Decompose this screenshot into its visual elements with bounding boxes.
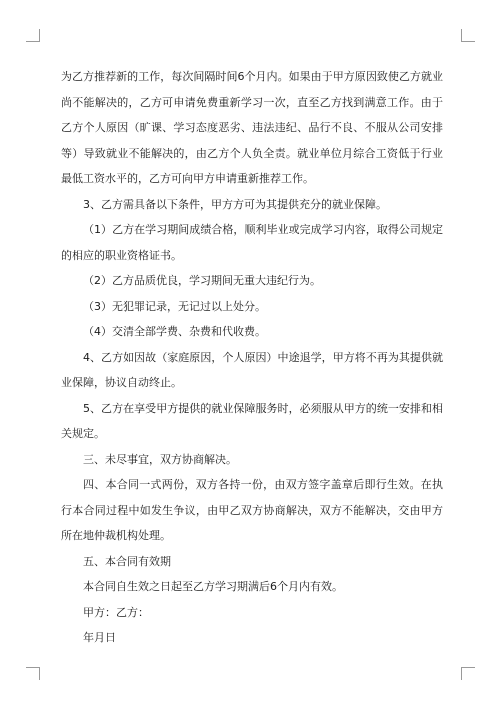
paragraph-validity: 本合同自生效之日起至乙方学习期满后6个月内有效。	[83, 580, 343, 593]
paragraph-condition-2: （2）乙方品质优良，学习期间无重大违纪行为。	[83, 274, 321, 287]
paragraph-section-4: 四、本合同一式两份，双方各持一份，由双方签字盖章后即行生效。在执行本合同过程中如发生争议，由甲乙双方协商解决，双方不能解决，交由甲方所在地仲裁机构处理。	[61, 478, 443, 542]
paragraph-section-3: 三、未尽事宜，双方协商解决。	[83, 452, 237, 466]
paragraph-condition-4: （4）交清全部学费、杂费和代收费。	[83, 325, 266, 338]
crop-mark-bottom-right	[461, 667, 475, 680]
crop-mark-top-right	[461, 29, 475, 42]
signature-parties: 甲方：乙方：	[83, 605, 149, 619]
paragraph-clause-3: 3、乙方需具备以下条件，甲方方可为其提供充分的就业保障。	[83, 197, 387, 211]
crop-mark-top-left	[26, 29, 40, 42]
paragraph-clause-5: 5、乙方在享受甲方提供的就业保障服务时，必须服从甲方的统一安排和相关规定。	[61, 401, 443, 440]
paragraph-condition-3: （3）无犯罪记录，无记过以上处分。	[83, 299, 266, 313]
crop-mark-bottom-left	[26, 667, 40, 680]
paragraph-employment-recommendation: 为乙方推荐新的工作，每次间隔时间6个月内。如果由于甲方原因致使乙方就业尚不能解决的，乙方可申请免费重新学习一次，直至乙方找到满意工作。由于乙方个人原因（旷课、学习态度恶劣、违法违纪、品行不良、不服从公司安排等）导致就业不能解决的，由乙方个人负全责。就业单位月综合工资低于行业最低工资水平的，乙方可向甲方申请重新推荐工作。	[61, 70, 443, 185]
paragraph-section-5-heading: 五、本合同有效期	[83, 554, 171, 568]
paragraph-condition-1: （1）乙方在学习期间成绩合格，顺利毕业或完成学习内容，取得公司规定的相应的职业资格证书。	[61, 223, 443, 262]
signature-date: 年月日	[83, 631, 116, 644]
document-body	[61, 64, 443, 651]
paragraph-clause-4: 4、乙方如因故（家庭原因，个人原因）中途退学，甲方将不再为其提供就业保障，协议自动终止。	[61, 350, 443, 389]
